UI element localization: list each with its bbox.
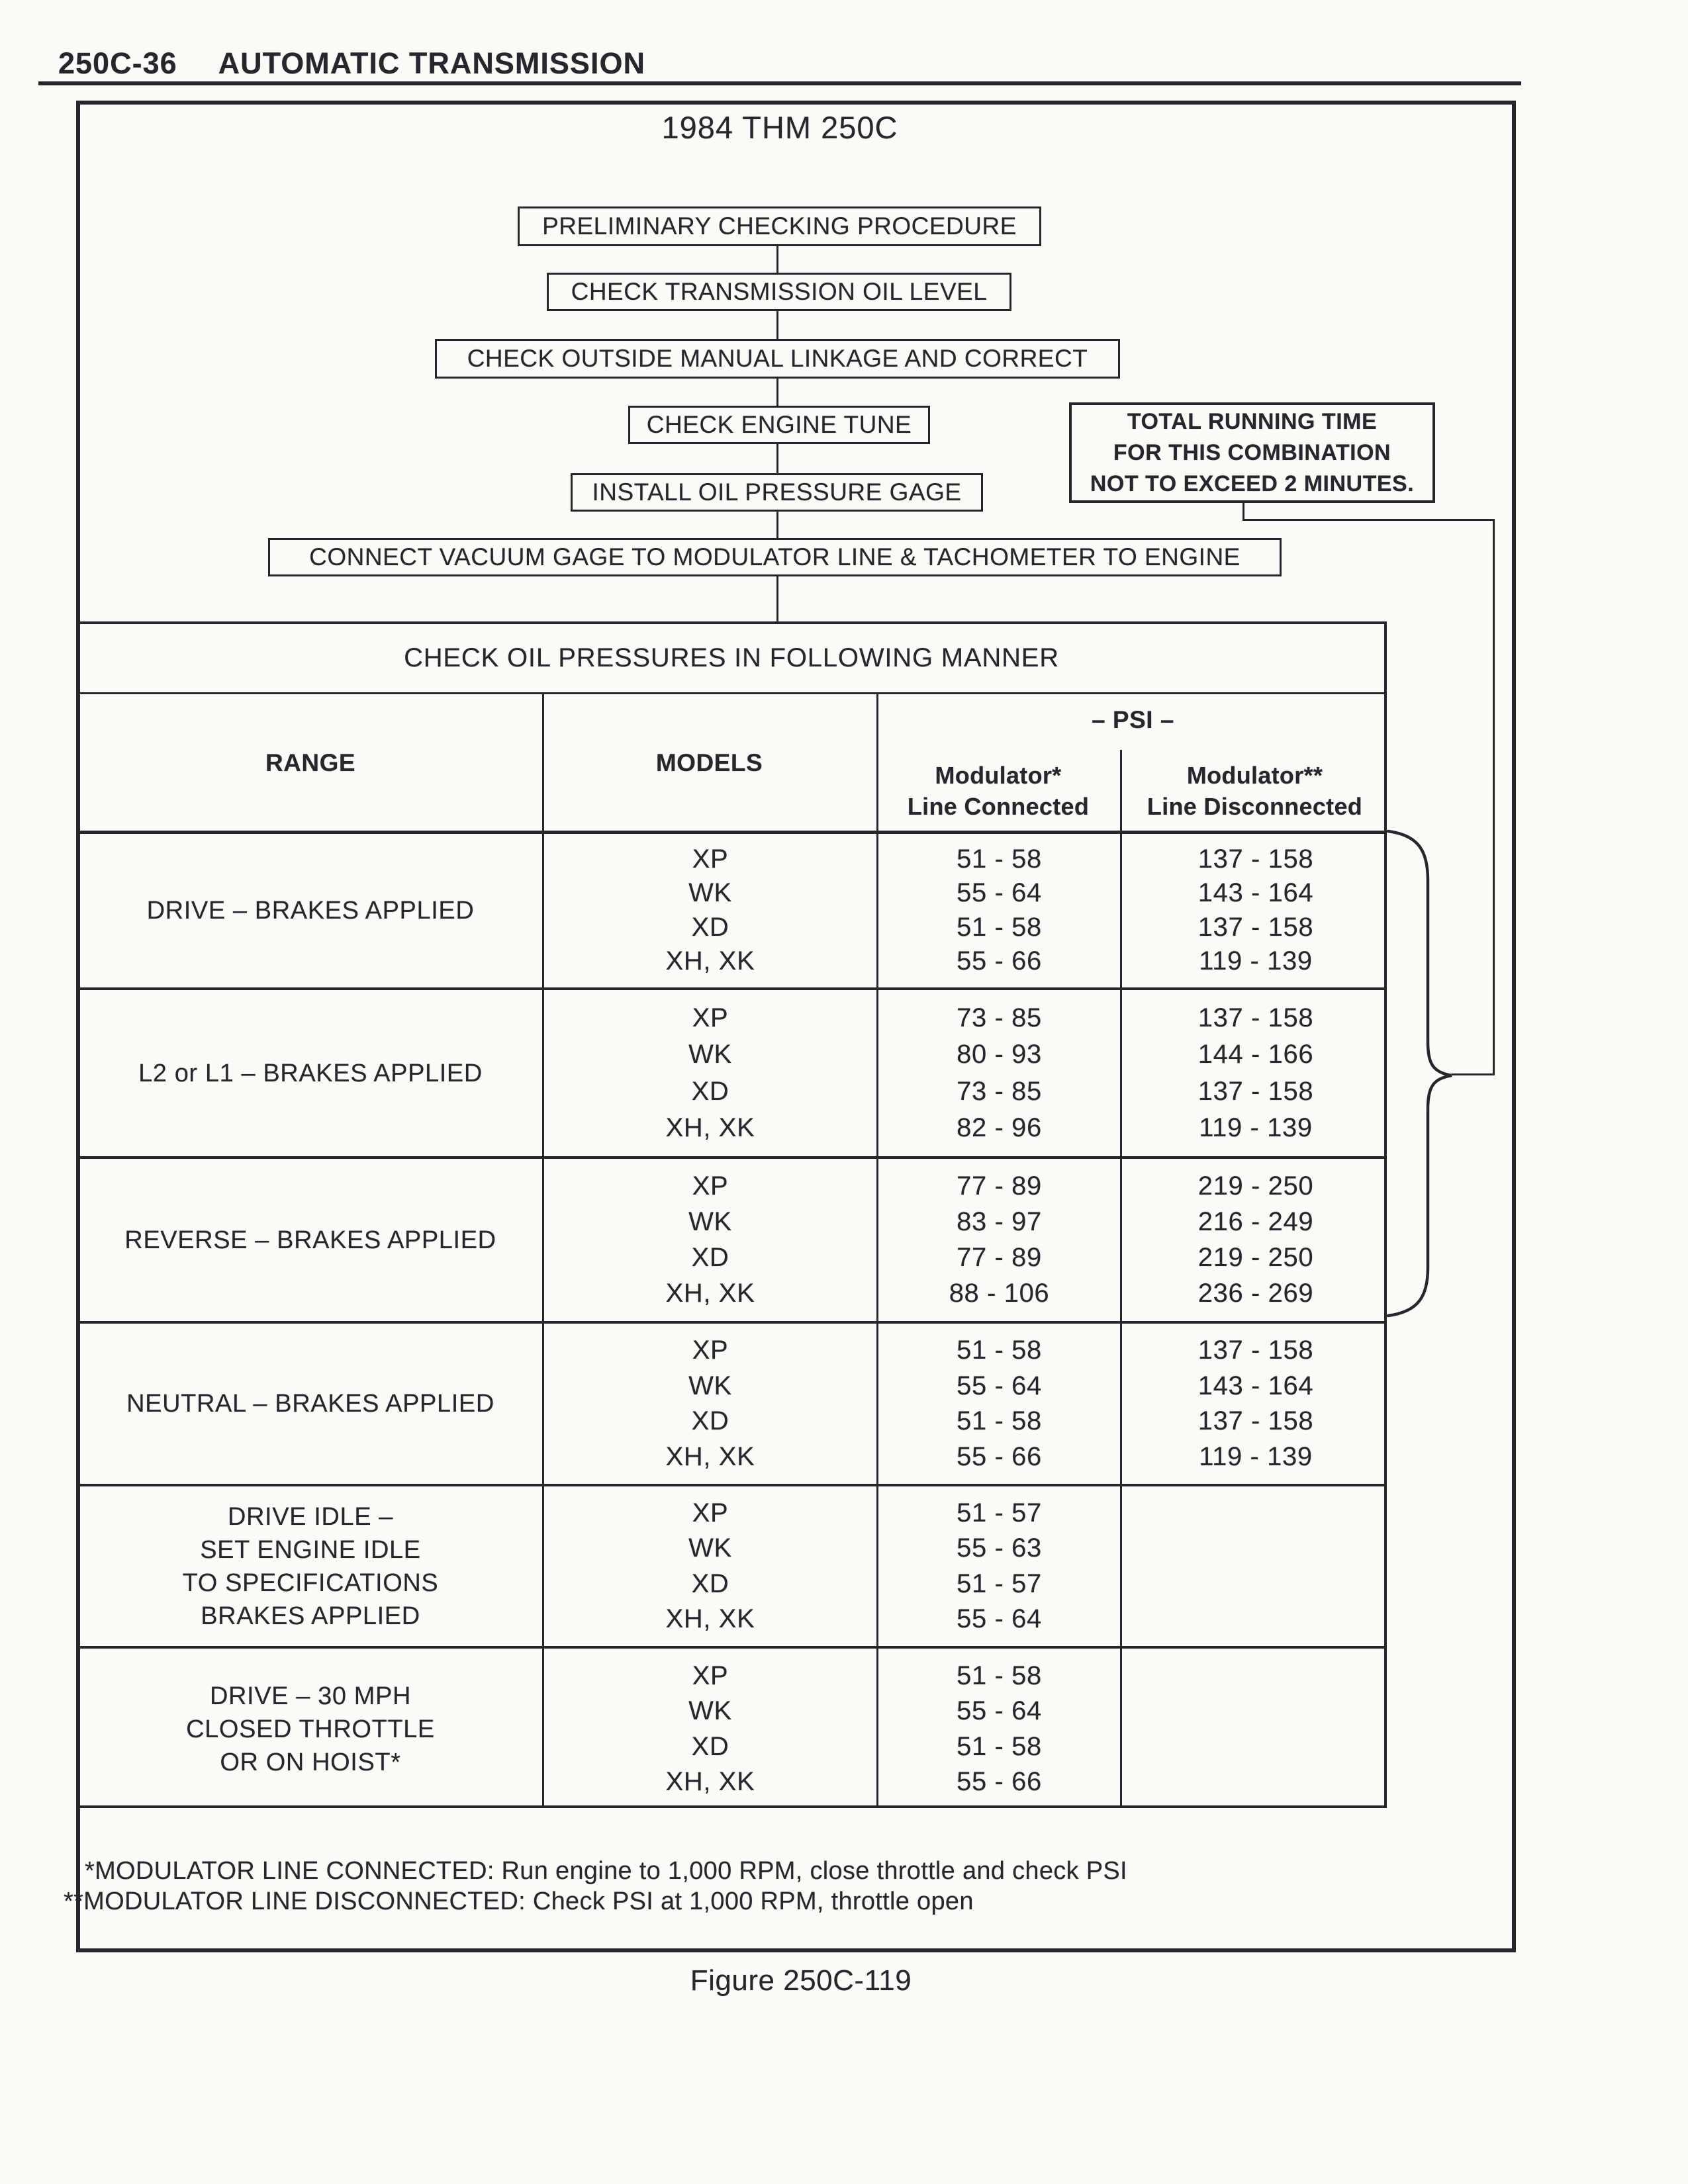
- cell-line: 144 - 166: [1197, 1040, 1314, 1069]
- note-connector-line: [1243, 519, 1495, 521]
- cell-line: DRIVE – 30 MPH: [209, 1682, 412, 1710]
- cell-line: 73 - 85: [957, 1003, 1042, 1033]
- brace: [1380, 829, 1460, 1318]
- figure-caption: Figure 250C-119: [690, 1964, 912, 1997]
- cell-line: NEUTRAL – BRAKES APPLIED: [126, 1390, 494, 1418]
- cell-line: 137 - 158: [1197, 912, 1314, 942]
- cell-line: 51 - 58: [957, 912, 1042, 942]
- flow-connector-line: [776, 444, 778, 473]
- note-line: FOR THIS COMBINATION: [1113, 439, 1391, 465]
- table-body: [79, 624, 1384, 1805]
- table-cell-range: [79, 989, 542, 1158]
- cell-line: WK: [688, 1040, 732, 1069]
- cell-line: 137 - 158: [1197, 844, 1314, 874]
- cell-line: WK: [688, 878, 732, 908]
- header-rule: [38, 81, 1521, 85]
- cell-line: 82 - 96: [957, 1113, 1042, 1142]
- table-cell-range: [79, 832, 542, 989]
- cell-line: 77 - 89: [957, 1243, 1042, 1272]
- cell-line: 219 - 250: [1197, 1243, 1314, 1272]
- cell-line: 55 - 63: [957, 1533, 1042, 1563]
- cell-line: 216 - 249: [1197, 1207, 1314, 1236]
- cell-line: XD: [691, 912, 729, 942]
- cell-line: 88 - 106: [949, 1279, 1050, 1308]
- cell-line: 119 - 139: [1199, 946, 1313, 976]
- cell-line: XD: [691, 1569, 729, 1598]
- subheader-line: Modulator**: [1186, 762, 1323, 789]
- subheader-line: Line Connected: [907, 793, 1090, 820]
- cell-line: CLOSED THROTTLE: [186, 1715, 435, 1743]
- cell-line: XH, XK: [665, 1441, 755, 1471]
- flow-step-preliminary: PRELIMINARY CHECKING PROCEDURE: [518, 206, 1041, 246]
- cell-line: 51 - 58: [957, 1336, 1042, 1365]
- cell-line: 73 - 85: [957, 1076, 1042, 1106]
- cell-line: 51 - 57: [957, 1569, 1042, 1598]
- cell-line: XP: [692, 1498, 729, 1528]
- cell-line: WK: [688, 1371, 732, 1400]
- pressure-table: [76, 621, 1387, 1808]
- cell-line: 143 - 164: [1197, 1371, 1314, 1400]
- cell-line: 119 - 139: [1199, 1113, 1313, 1142]
- table-cell-models: [544, 989, 876, 1158]
- table-cell-models: [544, 1158, 876, 1322]
- cell-line: BRAKES APPLIED: [201, 1602, 420, 1630]
- column-header-modulator-disconnected: [1120, 750, 1389, 832]
- table-cell-disconnected: [1122, 1485, 1389, 1647]
- flow-step-oil-level: CHECK TRANSMISSION OIL LEVEL: [547, 273, 1011, 311]
- subheader-line: Modulator*: [935, 762, 1062, 789]
- cell-line: XD: [691, 1243, 729, 1272]
- cell-line: 119 - 139: [1199, 1441, 1313, 1471]
- cell-line: WK: [688, 1207, 732, 1236]
- cell-line: XD: [691, 1731, 729, 1761]
- flow-connector-line: [776, 576, 778, 621]
- cell-line: 143 - 164: [1197, 878, 1314, 908]
- footnote-connected: *MODULATOR LINE CONNECTED: Run engine to 1,000 RPM, close throttle and check PSI: [85, 1857, 1127, 1885]
- cell-line: 55 - 64: [957, 1371, 1042, 1400]
- table-cell-models: [544, 1485, 876, 1647]
- flow-connector-line: [776, 512, 778, 538]
- note-connector-line: [1493, 519, 1495, 1075]
- cell-line: XP: [692, 844, 729, 874]
- cell-line: XD: [691, 1076, 729, 1106]
- cell-line: XH, XK: [665, 1767, 755, 1797]
- table-cell-models: [544, 832, 876, 989]
- figure-title: 1984 THM 250C: [661, 110, 898, 145]
- table-cell-connected: [878, 1322, 1120, 1485]
- footnote-disconnected: **MODULATOR LINE DISCONNECTED: Check PSI at 1,000 RPM, throttle open: [64, 1888, 974, 1915]
- cell-line: 137 - 158: [1197, 1076, 1314, 1106]
- table-cell-connected: [878, 1485, 1120, 1647]
- table-banner: CHECK OIL PRESSURES IN FOLLOWING MANNER: [404, 643, 1059, 672]
- table-cell-disconnected: [1122, 989, 1389, 1158]
- page-header: [58, 46, 645, 81]
- column-header-range: RANGE: [265, 749, 356, 776]
- cell-line: 51 - 57: [957, 1498, 1042, 1528]
- table-cell-disconnected: [1122, 1322, 1389, 1485]
- cell-line: 236 - 269: [1197, 1279, 1314, 1308]
- table-cell-connected: [878, 1647, 1120, 1811]
- table-row-group: [79, 1485, 1384, 1647]
- cell-line: TO SPECIFICATIONS: [182, 1569, 439, 1597]
- table-cell-range: [79, 1158, 542, 1322]
- cell-line: 51 - 58: [957, 1661, 1042, 1690]
- table-cell-disconnected: [1122, 1647, 1389, 1811]
- cell-line: WK: [688, 1533, 732, 1563]
- cell-line: DRIVE – BRAKES APPLIED: [146, 896, 475, 925]
- flow-connector-line: [776, 246, 778, 273]
- cell-line: 51 - 58: [957, 844, 1042, 874]
- flow-step-engine-tune: CHECK ENGINE TUNE: [628, 406, 930, 444]
- flow-connector-line: [776, 379, 778, 406]
- table-cell-connected: [878, 832, 1120, 989]
- table-cell-connected: [878, 989, 1120, 1158]
- cell-line: 219 - 250: [1197, 1171, 1314, 1201]
- cell-line: 137 - 158: [1197, 1406, 1314, 1436]
- cell-line: 137 - 158: [1197, 1336, 1314, 1365]
- flow-step-pressure-gage: INSTALL OIL PRESSURE GAGE: [571, 473, 983, 512]
- column-header-models: MODELS: [655, 749, 763, 776]
- cell-line: XH, XK: [665, 946, 755, 976]
- table-row-group: [79, 1647, 1384, 1811]
- cell-line: 55 - 66: [957, 1441, 1042, 1471]
- cell-line: L2 or L1 – BRAKES APPLIED: [138, 1059, 483, 1087]
- flow-connector-line: [776, 311, 778, 339]
- note-line: NOT TO EXCEED 2 MINUTES.: [1090, 471, 1415, 496]
- cell-line: 51 - 58: [957, 1731, 1042, 1761]
- table-row-group: [79, 1322, 1384, 1485]
- cell-line: 55 - 66: [957, 946, 1042, 976]
- cell-line: 83 - 97: [957, 1207, 1042, 1236]
- cell-line: OR ON HOIST*: [220, 1748, 401, 1776]
- cell-line: 51 - 58: [957, 1406, 1042, 1436]
- cell-line: XP: [692, 1661, 729, 1690]
- cell-line: XP: [692, 1171, 729, 1201]
- table-cell-disconnected: [1122, 1158, 1389, 1322]
- column-header-modulator-connected: [876, 750, 1120, 832]
- cell-line: 77 - 89: [957, 1171, 1042, 1201]
- table-cell-range: [79, 1322, 542, 1485]
- cell-line: 137 - 158: [1197, 1003, 1314, 1033]
- cell-line: SET ENGINE IDLE: [200, 1535, 421, 1564]
- page-header-section: 250C-36: [58, 46, 177, 80]
- column-header-psi: – PSI –: [1092, 706, 1174, 733]
- cell-line: 55 - 64: [957, 1696, 1042, 1726]
- cell-line: 55 - 64: [957, 878, 1042, 908]
- table-cell-connected: [878, 1158, 1120, 1322]
- page-header-title: AUTOMATIC TRANSMISSION: [218, 46, 645, 80]
- table-cell-models: [544, 1647, 876, 1811]
- table-row-group: [79, 1158, 1384, 1322]
- subheader-line: Line Disconnected: [1147, 793, 1363, 820]
- table-row-group: [79, 989, 1384, 1158]
- cell-line: 80 - 93: [957, 1040, 1042, 1069]
- cell-line: XD: [691, 1406, 729, 1436]
- table-cell-disconnected: [1122, 832, 1389, 989]
- running-time-note: [1069, 402, 1435, 503]
- cell-line: REVERSE – BRAKES APPLIED: [124, 1226, 496, 1254]
- cell-line: XH, XK: [665, 1113, 755, 1142]
- table-cell-models: [544, 1322, 876, 1485]
- table-row-group: [79, 832, 1384, 989]
- note-line: TOTAL RUNNING TIME: [1127, 408, 1378, 434]
- cell-line: XP: [692, 1003, 729, 1033]
- cell-line: DRIVE IDLE –: [227, 1502, 394, 1531]
- cell-line: XH, XK: [665, 1604, 755, 1633]
- note-connector-line: [1243, 502, 1244, 521]
- cell-line: WK: [688, 1696, 732, 1726]
- cell-line: XH, XK: [665, 1279, 755, 1308]
- table-cell-range: [79, 1647, 542, 1811]
- flow-step-manual-linkage: CHECK OUTSIDE MANUAL LINKAGE AND CORRECT: [435, 339, 1120, 379]
- flow-step-vacuum-gage: CONNECT VACUUM GAGE TO MODULATOR LINE & TACHOMETER TO ENGINE: [268, 538, 1282, 576]
- cell-line: XP: [692, 1336, 729, 1365]
- cell-line: 55 - 64: [957, 1604, 1042, 1633]
- cell-line: 55 - 66: [957, 1767, 1042, 1797]
- table-cell-range: [79, 1485, 542, 1647]
